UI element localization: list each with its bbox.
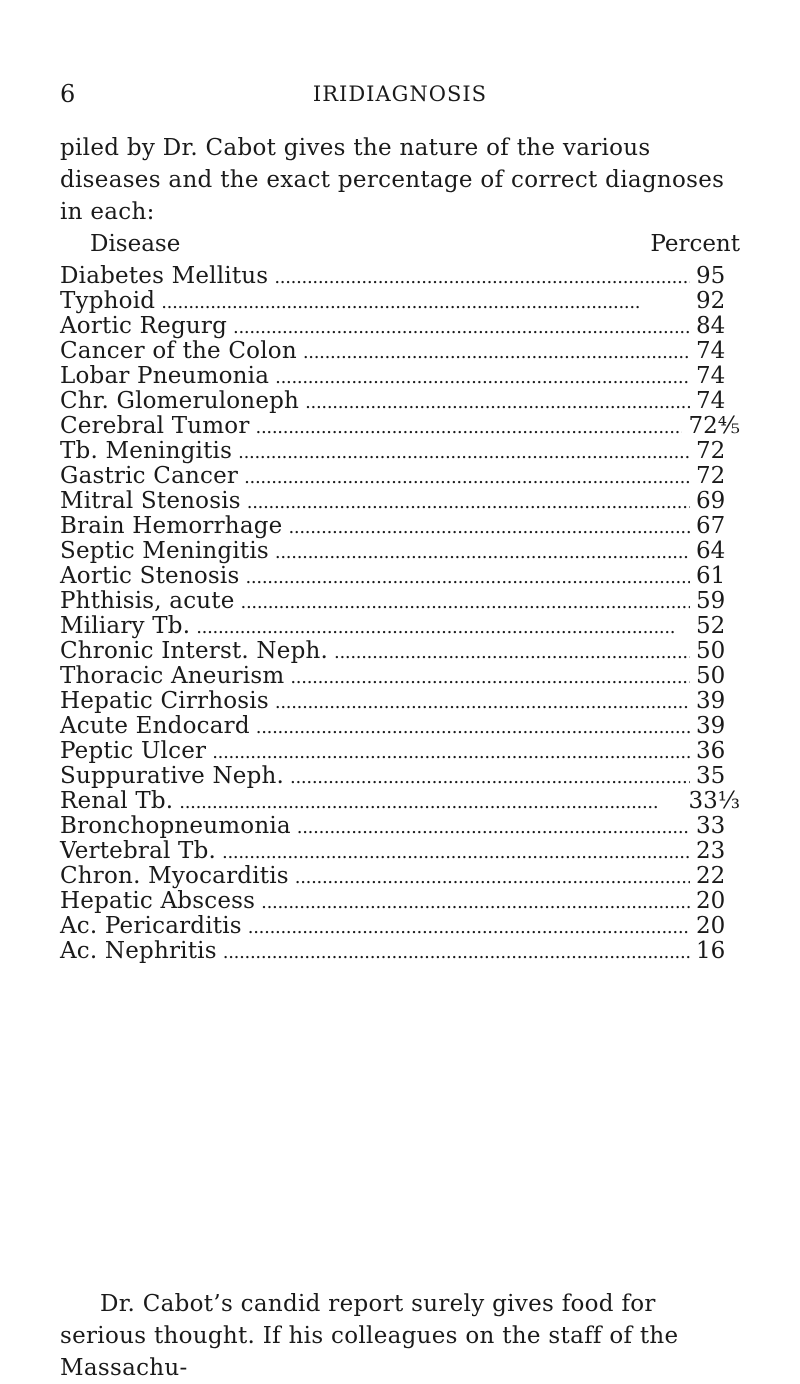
percent-value: 16 <box>696 938 726 964</box>
table-row <box>60 914 740 939</box>
table-row <box>60 514 740 539</box>
percent-value: 72⅘ <box>688 413 740 439</box>
dot-leader <box>223 940 690 965</box>
dot-leader <box>238 440 690 465</box>
table-row <box>60 839 740 864</box>
intro-paragraph: piled by Dr. Cabot gives the nature of the various diseases and the exact percentage of correct diagnoses in each: <box>60 135 725 225</box>
dot-leader <box>303 340 690 365</box>
disease-name: Renal Tb. <box>60 788 174 814</box>
table-row <box>60 314 740 339</box>
disease-name: Hepatic Cirrhosis <box>60 688 269 714</box>
table-row <box>60 539 740 564</box>
disease-name: Tb. Meningitis <box>60 438 233 464</box>
diagnosis-table <box>60 228 740 964</box>
disease-name: Vertebral Tb. <box>60 838 217 864</box>
disease-name: Typhoid <box>60 288 156 314</box>
disease-name: Peptic Ulcer <box>60 738 207 764</box>
table-row <box>60 439 740 464</box>
percent-value: 39 <box>696 688 726 714</box>
disease-name: Chron. Myocarditis <box>60 863 289 889</box>
percent-value: 67 <box>696 513 726 539</box>
disease-name: Chronic Interst. Neph. <box>60 638 329 664</box>
dot-leader <box>179 790 682 815</box>
disease-name: Septic Meningitis <box>60 538 269 564</box>
dot-leader <box>233 315 690 340</box>
table-row <box>60 864 740 889</box>
table-row <box>60 739 740 764</box>
percent-value: 39 <box>696 713 726 739</box>
dot-leader <box>244 465 690 490</box>
dot-leader <box>247 490 690 515</box>
table-body <box>60 264 740 964</box>
table-row <box>60 589 740 614</box>
column-header-disease: Disease <box>90 231 181 257</box>
table-row <box>60 339 740 364</box>
table-row <box>60 939 740 964</box>
dot-leader <box>275 365 690 390</box>
table-row <box>60 389 740 414</box>
percent-value: 20 <box>696 888 726 914</box>
dot-leader <box>261 890 690 915</box>
dot-leader <box>212 740 690 765</box>
table-row <box>60 614 740 639</box>
dot-leader <box>334 640 690 665</box>
percent-value: 20 <box>696 913 726 939</box>
dot-leader <box>290 765 690 790</box>
dot-leader <box>275 540 690 565</box>
disease-name: Diabetes Mellitus <box>60 263 269 289</box>
disease-name: Ac. Nephritis <box>60 938 217 964</box>
disease-name: Lobar Pneumonia <box>60 363 270 389</box>
page-number: 6 <box>60 80 76 108</box>
dot-leader <box>241 590 690 615</box>
dot-leader <box>256 715 690 740</box>
percent-value: 74 <box>696 388 726 414</box>
table-row <box>60 664 740 689</box>
dot-leader <box>256 415 683 440</box>
disease-name: Phthisis, acute <box>60 588 235 614</box>
dot-leader <box>305 390 690 415</box>
column-header-percent: Percent <box>650 231 740 257</box>
percent-value: 74 <box>696 363 726 389</box>
dot-leader <box>222 840 690 865</box>
dot-leader <box>297 815 690 840</box>
disease-name: Ac. Pericarditis <box>60 913 242 939</box>
table-row <box>60 464 740 489</box>
table-row <box>60 714 740 739</box>
running-title: IRIDIAGNOSIS <box>312 82 488 106</box>
disease-name: Hepatic Abscess <box>60 888 256 914</box>
percent-value: 59 <box>696 588 726 614</box>
table-row <box>60 489 740 514</box>
running-head <box>60 80 740 110</box>
percent-value: 50 <box>696 663 726 689</box>
disease-name: Chr. Glomeruloneph <box>60 388 300 414</box>
table-row <box>60 814 740 839</box>
table-row <box>60 364 740 389</box>
percent-value: 33⅓ <box>688 788 740 814</box>
percent-value: 22 <box>696 863 726 889</box>
dot-leader <box>245 565 690 590</box>
table-row <box>60 689 740 714</box>
disease-name: Thoracic Aneurism <box>60 663 285 689</box>
percent-value: 64 <box>696 538 726 564</box>
disease-name: Brain Hemorrhage <box>60 513 283 539</box>
disease-name: Acute Endocard <box>60 713 250 739</box>
table-row <box>60 289 740 314</box>
disease-name: Bronchopneumonia <box>60 813 291 839</box>
dot-leader <box>161 290 690 315</box>
disease-name: Mitral Stenosis <box>60 488 241 514</box>
percent-value: 95 <box>696 263 726 289</box>
table-row <box>60 764 740 789</box>
percent-value: 23 <box>696 838 726 864</box>
percent-value: 92 <box>696 288 726 314</box>
table-row <box>60 414 740 439</box>
dot-leader <box>295 865 690 890</box>
percent-value: 74 <box>696 338 726 364</box>
disease-name: Suppurative Neph. <box>60 763 285 789</box>
percent-value: 35 <box>696 763 726 789</box>
table-row <box>60 889 740 914</box>
percent-value: 72 <box>696 463 726 489</box>
disease-name: Cerebral Tumor <box>60 413 250 439</box>
dot-leader <box>288 515 690 540</box>
disease-name: Aortic Stenosis <box>60 563 240 589</box>
percent-value: 84 <box>696 313 726 339</box>
disease-name: Aortic Regurg <box>60 313 228 339</box>
table-row <box>60 564 740 589</box>
dot-leader <box>274 265 690 290</box>
table-header <box>60 228 740 264</box>
table-row <box>60 639 740 664</box>
dot-leader <box>248 915 690 940</box>
closing-paragraph: Dr. Cabot’s candid report surely gives food for serious thought. If his colleagues on the staff of the Massachu- <box>60 1291 679 1381</box>
percent-value: 72 <box>696 438 726 464</box>
percent-value: 33 <box>696 813 726 839</box>
percent-value: 52 <box>696 613 726 639</box>
dot-leader <box>290 665 690 690</box>
percent-value: 36 <box>696 738 726 764</box>
percent-value: 50 <box>696 638 726 664</box>
dot-leader <box>275 690 690 715</box>
disease-name: Cancer of the Colon <box>60 338 297 364</box>
table-row <box>60 789 740 814</box>
table-row <box>60 264 740 289</box>
percent-value: 69 <box>696 488 726 514</box>
disease-name: Miliary Tb. <box>60 613 191 639</box>
disease-name: Gastric Cancer <box>60 463 239 489</box>
dot-leader <box>196 615 690 640</box>
percent-value: 61 <box>696 563 726 589</box>
